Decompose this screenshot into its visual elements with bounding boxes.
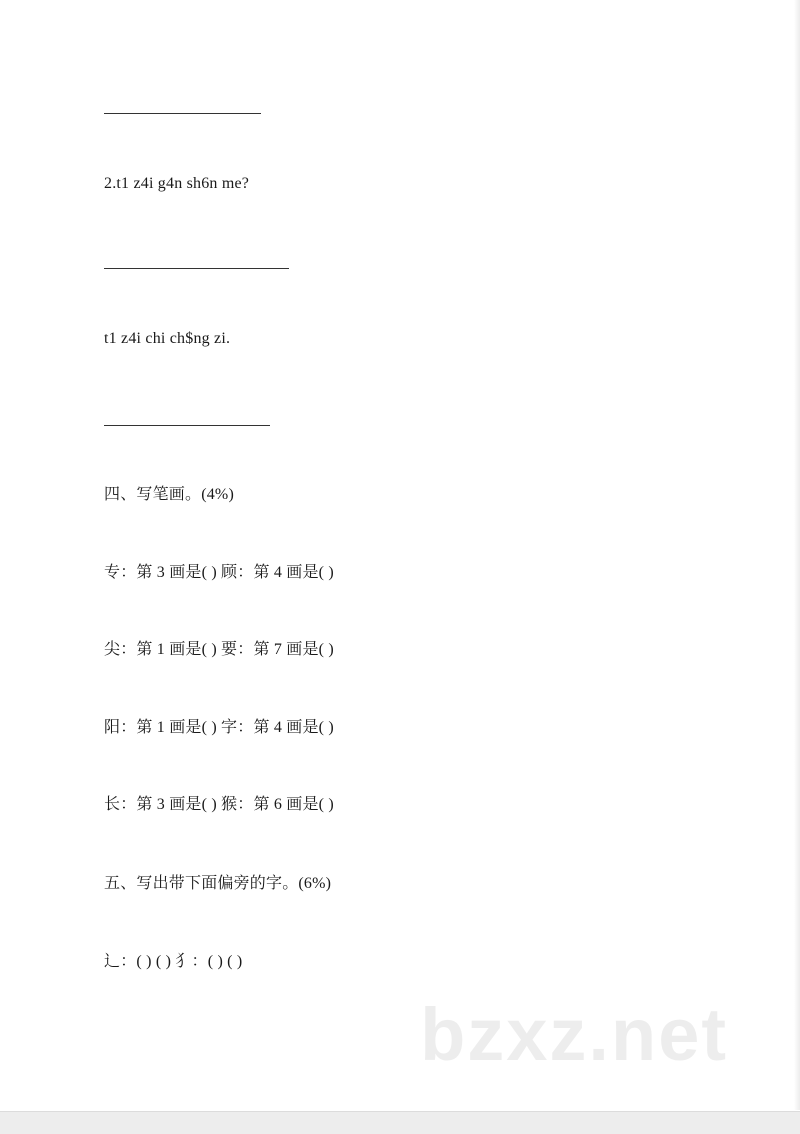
stroke-row-2: 尖：第 1 画是( ) 要：第 7 画是( )	[104, 641, 334, 658]
section-5-title: 五、写出带下面偏旁的字。(6%)	[104, 875, 332, 892]
answer-line-3	[104, 425, 270, 426]
page-right-edge	[794, 0, 800, 1110]
radical-row: 辶：( ) ( ) 犭：( ) ( )	[104, 953, 243, 970]
stroke-row-1: 专：第 3 画是( ) 顾：第 4 画是( )	[104, 564, 334, 581]
pinyin-question-2: 2.t1 z4i g4n sh6n me?	[104, 175, 250, 192]
stroke-row-4: 长：第 3 画是( ) 猴：第 6 画是( )	[104, 796, 334, 813]
answer-line-1	[104, 113, 261, 114]
viewer-bottom-bar	[0, 1111, 800, 1134]
watermark: bzxz.net	[420, 993, 728, 1076]
pinyin-answer-2: t1 z4i chi ch$ng zi.	[104, 330, 231, 347]
section-4-title: 四、写笔画。(4%)	[104, 486, 234, 503]
answer-line-2	[104, 268, 289, 269]
stroke-row-3: 阳：第 1 画是( ) 字：第 4 画是( )	[104, 719, 334, 736]
